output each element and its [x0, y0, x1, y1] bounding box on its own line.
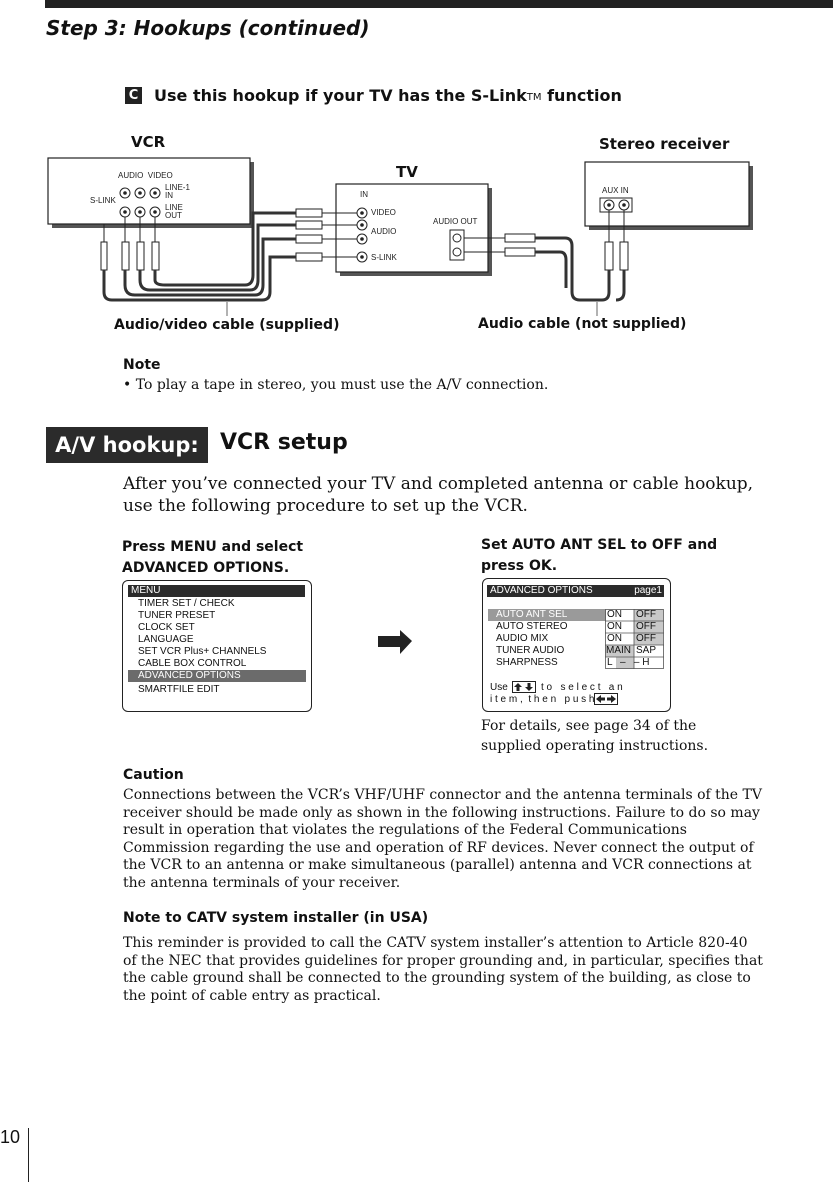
- option-label[interactable]: AUTO ANT SEL: [496, 609, 568, 620]
- section-c-badge: C: [125, 87, 142, 104]
- option-value-b: OFF: [636, 633, 656, 644]
- menu-item[interactable]: CLOCK SET: [138, 622, 195, 633]
- option-label[interactable]: TUNER AUDIO: [496, 645, 565, 656]
- page-title: Step 3: Hookups (continued): [46, 16, 370, 40]
- catv-heading: Note to CATV system installer (in USA): [123, 910, 429, 926]
- note-heading: Note: [123, 357, 161, 373]
- top-rule: [45, 0, 833, 8]
- menu-item[interactable]: LANGUAGE: [138, 634, 194, 645]
- hookup-diagram: [0, 120, 833, 350]
- audio-cable-caption: Audio cable (not supplied): [478, 316, 687, 332]
- menu-item[interactable]: CABLE BOX CONTROL: [138, 658, 247, 669]
- trademark: TM: [526, 92, 542, 103]
- menu-item[interactable]: SMARTFILE EDIT: [138, 684, 220, 695]
- menu-header: MENU: [128, 585, 305, 597]
- vcr-line1-in-label: LINE-1 IN: [165, 183, 190, 200]
- av-hookup-badge: A/V hookup:: [46, 427, 208, 463]
- option-value-a: ON: [607, 633, 622, 644]
- menu-item[interactable]: TIMER SET / CHECK: [138, 598, 235, 609]
- catv-text: This reminder is provided to call the CATV system installer’s attention to Article 820-40 of the NEC that provides guidelines for proper grounding and, in particular, specifies that the cable ground shall be connected to the grounding system of the building, as close to the point of cable entry as practical.: [123, 935, 763, 1004]
- advanced-options-header: ADVANCED OPTIONS page1: [487, 585, 664, 597]
- tv-in-label: IN: [360, 190, 368, 199]
- push-text: i t e m , t h e n p u s h: [490, 694, 595, 705]
- section-title: VCR setup: [220, 430, 348, 455]
- menu-item[interactable]: TUNER PRESET: [138, 610, 216, 621]
- step-right-caption: Set AUTO ANT SEL to OFF and press OK.: [481, 537, 718, 574]
- right-arrow-icon: [378, 630, 414, 654]
- option-value-b: SAP: [636, 645, 657, 656]
- option-value-a: ON: [607, 609, 622, 620]
- select-text: t o s e l e c t a n: [541, 682, 623, 693]
- option-label[interactable]: AUTO STEREO: [496, 621, 568, 632]
- intro-paragraph: After you’ve connected your TV and completed antenna or cable hookup, use the following procedure to set up the VCR.: [123, 474, 754, 516]
- tv-video-label: VIDEO: [371, 208, 396, 217]
- option-value-b: OFF: [636, 621, 656, 632]
- tv-audio-label: AUDIO: [371, 227, 397, 236]
- note-text: • To play a tape in stereo, you must use the A/V connection.: [123, 377, 549, 393]
- vcr-audio-video-label: AUDIO VIDEO: [118, 171, 173, 180]
- menu-item-selected[interactable]: ADVANCED OPTIONS: [128, 670, 306, 682]
- details-note: For details, see page 34 of the supplied operating instructions.: [481, 718, 709, 754]
- use-text: Use: [490, 682, 508, 693]
- vcr-line-out-label: LINE OUT: [165, 203, 183, 220]
- section-c-title: Use this hookup if your TV has the S-LinkTM function: [154, 86, 622, 105]
- page-number-rule: [28, 1128, 29, 1182]
- vcr-label: VCR: [131, 133, 166, 151]
- vcr-device: [48, 158, 254, 228]
- vcr-slink-label: S-LINK: [90, 196, 116, 205]
- option-label[interactable]: SHARPNESS: [496, 657, 558, 668]
- section-c-heading: [125, 86, 622, 105]
- step-left-caption: Press MENU and select ADVANCED OPTIONS.: [122, 539, 304, 576]
- caution-heading: Caution: [123, 767, 184, 783]
- tv-label: TV: [396, 163, 418, 181]
- option-value-a: L: [607, 657, 613, 668]
- option-value-a: MAIN: [606, 645, 631, 656]
- up-down-arrows-icon: [512, 681, 536, 693]
- left-right-arrows-icon: [594, 693, 618, 705]
- receiver-label: Stereo receiver: [599, 135, 730, 153]
- tv-slink-label: S-LINK: [371, 253, 397, 262]
- receiver-aux-in-label: AUX IN: [602, 186, 629, 195]
- option-value-b: – – H: [620, 657, 650, 668]
- tv-audio-out-label: AUDIO OUT: [433, 217, 478, 226]
- option-label[interactable]: AUDIO MIX: [496, 633, 549, 644]
- caution-text: Connections between the VCR’s VHF/UHF connector and the antenna terminals of the TV receiver should be made only as shown in the following instructions. Failure to do so may result in operation that violates the regulations of the Federal Communications Commission regarding the use and operation of RF devices. Never connect the output of the VCR to an antenna or make simultaneous (parallel) antenna and VCR connections at the antenna terminals of your receiver.: [123, 787, 762, 891]
- receiver-device: [585, 162, 753, 230]
- option-value-a: ON: [607, 621, 622, 632]
- page-number: 10: [0, 1127, 21, 1147]
- option-value-b: OFF: [636, 609, 656, 620]
- menu-item[interactable]: SET VCR Plus+ CHANNELS: [138, 646, 267, 657]
- av-cable-caption: Audio/video cable (supplied): [114, 317, 340, 333]
